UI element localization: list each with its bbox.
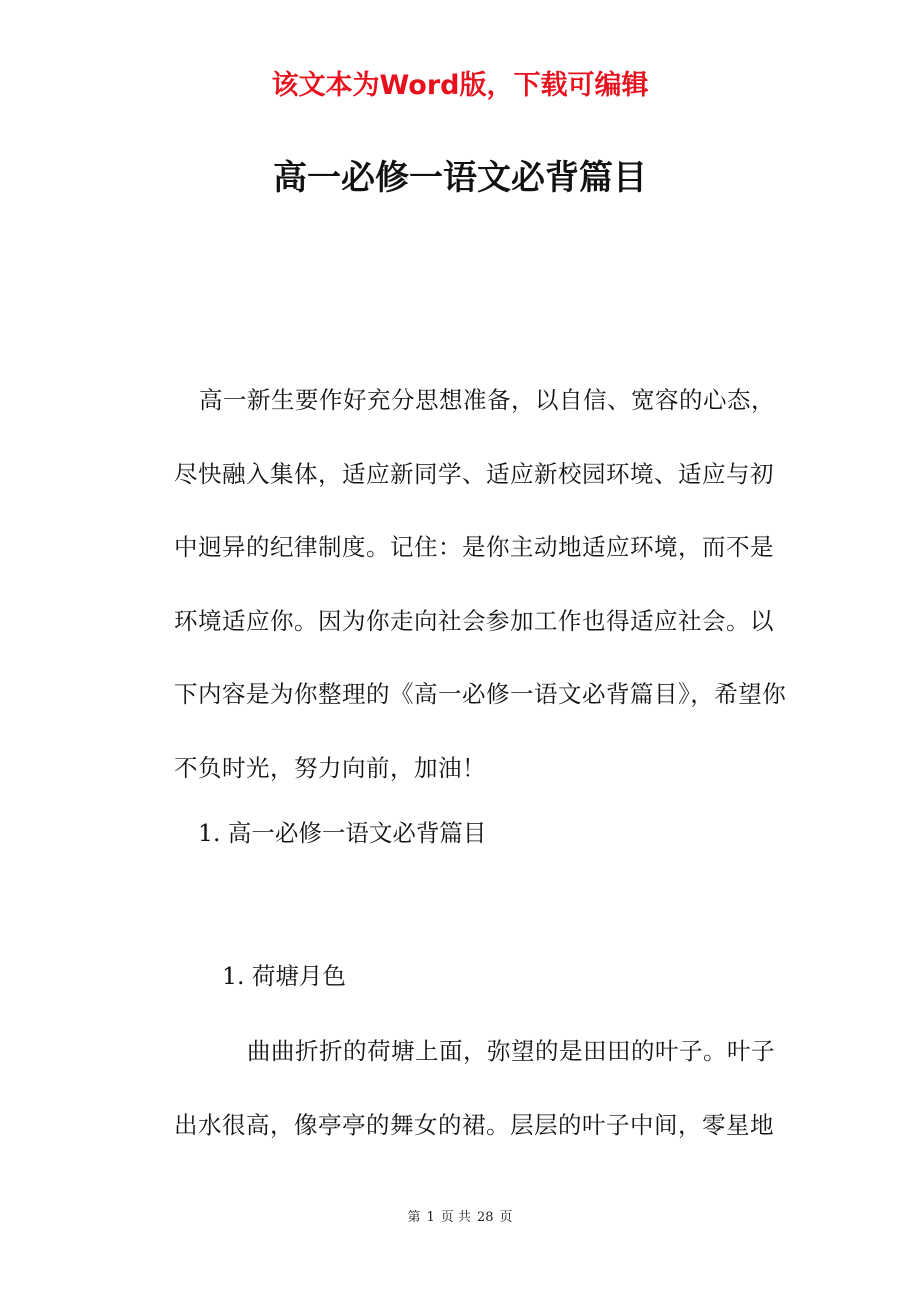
intro-paragraph: 高一新生要作好充分思想准备，以自信、宽容的心态，尽快融入集体，适应新同学、适应新校园环境、适应与初中迥异的纪律制度。记住：是你主动地适应环境，而不是环境适应你。因为你走向社会参加工作也得适应社会。以下内容是为你整理的《高一必修一语文必背篇目》，希望你不负时光，努力向前，加油！ [174,386,787,782]
footer-total-pages: 28 [476,1210,494,1225]
footer-prefix: 第 [407,1210,421,1225]
document-title: 高一必修一语文必背篇目 [273,158,647,198]
subsection-heading: 1. 荷塘月色 [222,962,346,990]
excerpt-paragraph: 曲曲折折的荷塘上面，弥望的是田田的叶子。叶子出水很高，像亭亭的舞女的裙。层层的叶子中间，零星地 [174,1037,775,1139]
footer-middle: 页 共 [440,1210,471,1225]
download-banner: 该文本为Word版，下载可编辑 [271,70,649,101]
page-footer [0,1208,920,1228]
section-heading: 1. 高一必修一语文必背篇目 [198,819,487,847]
footer-suffix: 页 [499,1210,513,1225]
footer-page-number: 1 [426,1210,435,1225]
